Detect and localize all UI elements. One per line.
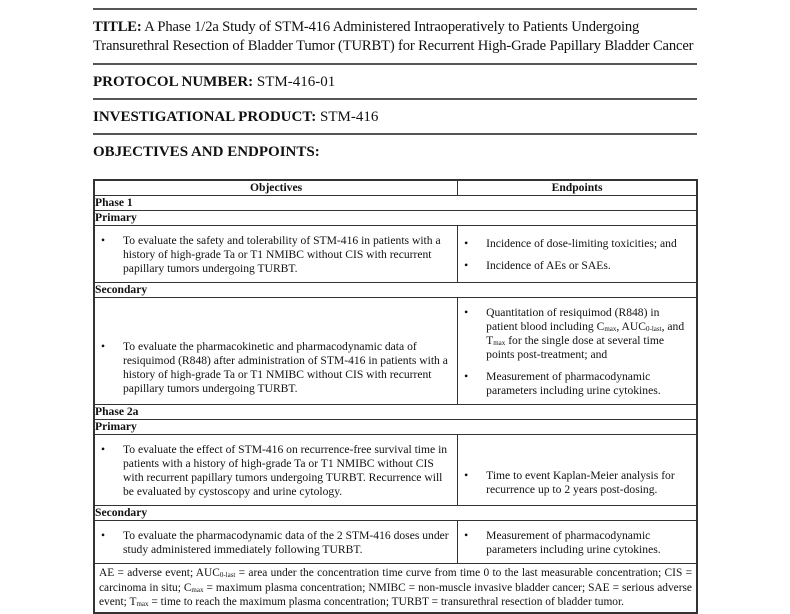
endpoint-text: Quantitation of resiquimod (R848) in patient blood including C: [486, 306, 660, 333]
subscript: max: [191, 585, 204, 594]
objective-cell: [94, 226, 458, 283]
phase-label: Phase 1: [94, 196, 697, 211]
endpoint-text: for the single dose at several time points post-treatment; and: [486, 334, 665, 361]
objectives-heading: OBJECTIVES AND ENDPOINTS:: [93, 144, 320, 160]
endpoint-cell: [458, 521, 697, 564]
title-section: [93, 10, 697, 63]
objective-cell: [94, 521, 458, 564]
endpoint-text: , and T: [486, 320, 685, 347]
endpoint-cell: [458, 226, 697, 283]
group-row: [94, 420, 697, 435]
footnote-text: = time to reach the maximum plasma concentration; TURBT = transurethral resection of bladder tumor.: [148, 596, 625, 608]
column-header-objectives: Objectives: [94, 180, 458, 196]
investigational-product-section: [93, 100, 697, 133]
endpoint-cell: [458, 298, 697, 405]
title-label: TITLE:: [93, 19, 142, 35]
abbreviations-footnote: [94, 564, 697, 613]
abbreviations-footnote-row: [94, 564, 697, 613]
subscript: max: [136, 600, 149, 608]
group-row: [94, 283, 697, 298]
subscript: 0-last: [219, 571, 236, 579]
endpoint-item-pk: [458, 306, 696, 362]
table-row: [94, 521, 697, 564]
group-label: Secondary: [94, 506, 697, 521]
objective-item: • To evaluate the effect of STM-416 on recurrence-free survival time in patients with a history of high-grade Ta or T1 NMIBC without CIS with recurrent papillary tumors undergoing TURBT. Recurrence will be evaluated by cystoscopy and urine cytology.: [95, 443, 457, 499]
subscript: max: [493, 339, 506, 347]
column-header-endpoints: Endpoints: [458, 180, 697, 196]
investigational-product-value: STM-416: [316, 109, 379, 125]
objective-cell: [94, 435, 458, 506]
phase-row: [94, 196, 697, 211]
protocol-synopsis-page: [93, 0, 697, 169]
endpoint-item: • Measurement of pharmacodynamic parameters including urine cytokines.: [458, 370, 696, 398]
group-label: Primary: [94, 211, 697, 226]
protocol-number-value: STM-416-01: [253, 74, 336, 90]
group-row: [94, 506, 697, 521]
objective-item: • To evaluate the pharmacokinetic and pharmacodynamic data of resiquimod (R848) after administration of STM-416 in patients with a history of high-grade Ta or T1 NMIBC without CIS with recurrent papillary tumors undergoing TURBT.: [95, 340, 457, 396]
footnote-text: = area under the concentration time curve from time 0 to the last measurable concentration; CIS = carcinoma in situ; C: [99, 567, 692, 594]
endpoint-item: • Incidence of AEs or SAEs.: [458, 259, 696, 273]
table-row: [94, 226, 697, 283]
protocol-number-section: [93, 65, 697, 98]
phase-label: Phase 2a: [94, 405, 697, 420]
endpoint-text: , AUC: [616, 320, 647, 333]
investigational-product-label: INVESTIGATIONAL PRODUCT:: [93, 109, 317, 125]
table-header-row: [94, 180, 697, 196]
table-row: [94, 435, 697, 506]
protocol-number-label: PROTOCOL NUMBER:: [93, 74, 254, 90]
subscript: max: [604, 325, 617, 333]
endpoint-item: • Measurement of pharmacodynamic parameters including urine cytokines.: [458, 529, 696, 557]
objectives-endpoints-table: [93, 179, 698, 614]
group-label: Secondary: [94, 283, 697, 298]
objective-item: • To evaluate the pharmacodynamic data of the 2 STM-416 doses under study administered immediately following TURBT.: [95, 529, 457, 557]
title-text: A Phase 1/2a Study of STM-416 Administered Intraoperatively to Patients Undergoing Transurethral Resection of Bladder Tumor (TURBT) for Recurrent High-Grade Papillary Bladder Cancer: [93, 19, 694, 54]
phase-row: [94, 405, 697, 420]
group-label: Primary: [94, 420, 697, 435]
footnote-text: AE = adverse event; AUC: [99, 567, 220, 579]
group-row: [94, 211, 697, 226]
endpoint-item: • Time to event Kaplan-Meier analysis for recurrence up to 2 years post-dosing.: [458, 469, 696, 497]
endpoint-item: • Incidence of dose-limiting toxicities; and: [458, 237, 696, 251]
objective-item: • To evaluate the safety and tolerability of STM-416 in patients with a history of high-grade Ta or T1 NMIBC without CIS with recurrent papillary tumors undergoing TURBT.: [95, 234, 457, 276]
endpoint-cell: [458, 435, 697, 506]
subscript: 0-last: [646, 325, 662, 333]
footnote-text: = maximum plasma concentration; NMIBC = non-muscle invasive bladder cancer; SAE = serious adverse event; T: [99, 581, 692, 608]
table-row: [94, 298, 697, 405]
objective-cell: [94, 298, 458, 405]
